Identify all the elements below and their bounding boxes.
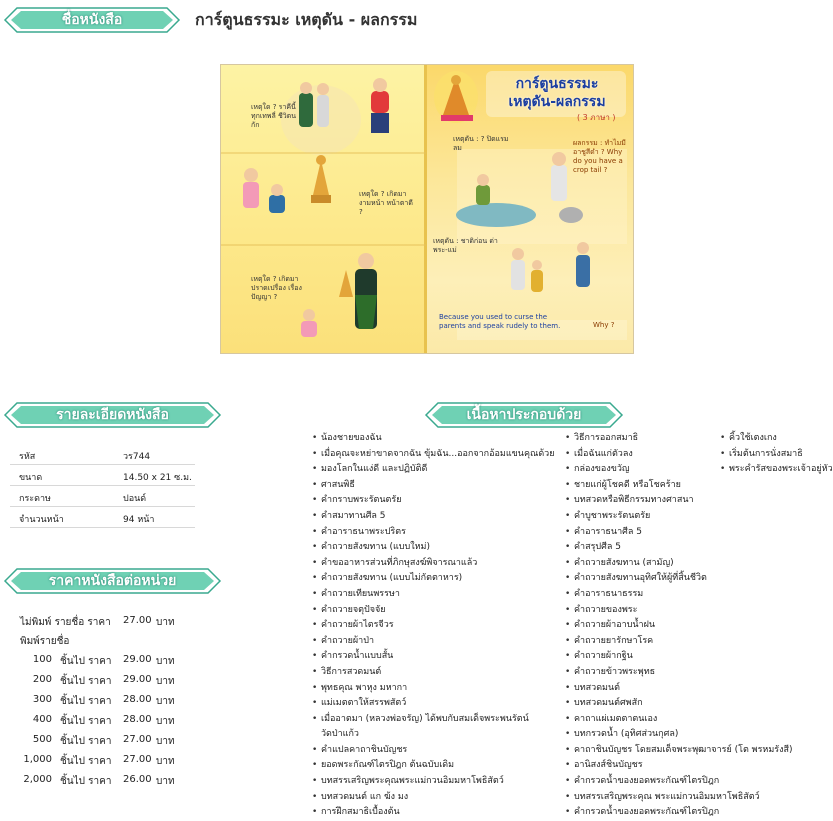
tier-qty: 500 — [32, 734, 52, 745]
contents-list-item: • แม่เมตตาให้สรรพสัตว์ — [312, 696, 555, 712]
price-tier-row — [20, 714, 220, 728]
contents-list-item: • เมื่อคุณจะหย่าขาดจากฉัน ขุ้มฉัน...ออกจากอ้อมแขนคุณด้วย — [312, 447, 555, 463]
contents-list-column-2 — [565, 431, 793, 821]
contents-list-item: • บทสรรเสริญพระคุณพระแม่กวนอิมมหาโพธิสัตว์ — [312, 774, 555, 790]
spec-value: 14.50 x 21 ซ.ม. — [123, 473, 192, 483]
price-tier-row — [20, 774, 220, 788]
tier-price: 29.00 — [123, 674, 152, 685]
tier-unit: ชิ้นไป ราคา — [60, 676, 112, 687]
pricing-badge — [3, 566, 222, 596]
contents-list-item: • บทสวดหรือพิธีกรรมทางศาสนา — [565, 493, 793, 509]
contents-list-item: • คำสรุปศีล 5 — [565, 540, 793, 556]
badge-label: เนื้อหาประกอบด้วย — [466, 407, 582, 423]
price-tier-row — [20, 654, 220, 668]
cover-front-question-3: เหตุดัน : ชาติก่อน ด่าพระ-แม่ — [433, 237, 498, 254]
contents-list-item: • คาถาแผ่เมตตาตนเอง — [565, 712, 793, 728]
price-baht: บาท — [156, 696, 175, 707]
tier-price: 29.00 — [123, 654, 152, 665]
spec-key: รหัส — [19, 452, 36, 462]
contents-list-item: • เมื่อฉันแก่ตัวลง — [565, 447, 793, 463]
spec-key: จำนวนหน้า — [19, 515, 64, 525]
contents-list-item: • คำถวายจตุปัจจัย — [312, 603, 555, 619]
spec-row — [10, 486, 195, 507]
spec-value: ปอนด์ — [123, 494, 147, 504]
tier-qty: 400 — [32, 714, 52, 725]
book-name-badge — [3, 5, 181, 35]
contents-list-item: • คำอาราธนาธรรม — [565, 587, 793, 603]
price-no-print-value: 27.00 — [123, 615, 152, 626]
contents-list-item: • วิธีการสวดมนต์ — [312, 665, 555, 681]
tier-price: 28.00 — [123, 694, 152, 705]
contents-list-item: • บทสวดมนต์ แก ฆ้ง มง — [312, 790, 555, 806]
tier-unit: ชิ้นไป ราคา — [60, 656, 112, 667]
tier-price: 26.00 — [123, 774, 152, 785]
tier-qty: 300 — [32, 694, 52, 705]
contents-list-item: • คำสมาทานศีล 5 — [312, 509, 555, 525]
badge-label: ราคาหนังสือต่อหน่วย — [48, 573, 177, 589]
tier-qty: 100 — [32, 654, 52, 665]
cover-subtitle: ( 3 ภาษา ) — [577, 113, 616, 122]
contents-badge — [424, 400, 624, 430]
contents-list-item: • คำถวายผ้าป่า — [312, 634, 555, 650]
badge-label: รายละเอียดหนังสือ — [56, 407, 169, 423]
tier-price: 27.00 — [123, 734, 152, 745]
price-baht: บาท — [156, 676, 175, 687]
contents-list-item: • มองโลกในแง่ดี และปฏิบัติดี — [312, 462, 555, 478]
contents-list-item: • บทสวดมนต์ — [565, 681, 793, 697]
page-title: การ์ตูนธรรมะ เหตุดัน - ผลกรรม — [195, 10, 418, 29]
tier-qty: 2,000 — [23, 774, 52, 785]
contents-list-item: • คำถวายผ้าอาบน้ำฝน — [565, 618, 793, 634]
book-cover-image — [220, 64, 634, 354]
contents-list-item: • พระคำรัสของพระเจ้าอยู่หัว — [720, 462, 833, 478]
contents-list-item: • คำขออาหารส่วนที่ภิกษุสงฆ์พิจารณาแล้ว — [312, 556, 555, 572]
contents-list-item: • ยอดพระกัณฑ์ไตรปิฎก ต้นฉบับเดิม — [312, 758, 555, 774]
contents-list-item: • คำอาราธนาศีล 5 — [565, 525, 793, 541]
cover-front-question-2: ผลกรรม : ทำไมมีอาชูสีดำ ? Why do you have a crop tail ? — [573, 139, 626, 174]
price-no-print-row — [20, 615, 220, 629]
contents-list-item: • คำกรวดน้ำแบบสั้น — [312, 649, 555, 665]
cover-title-line1: การ์ตูนธรรมะ — [515, 76, 599, 92]
cover-title-line2: เหตุดัน-ผลกรรม — [508, 94, 606, 110]
contents-list-item: • คำถวายยารักษาโรค — [565, 634, 793, 650]
details-badge — [3, 400, 222, 430]
contents-list-item: • การฝึกสมาธิเบื้องต้น — [312, 805, 555, 821]
tier-price: 28.00 — [123, 714, 152, 725]
tier-unit: ชิ้นไป ราคา — [60, 716, 112, 727]
price-tier-row — [20, 734, 220, 748]
price-baht: บาท — [156, 756, 175, 767]
cover-back-question-3: เหตุใด ? เกิดมาปราดเปรื่อง เรื่องปัญญา ? — [251, 275, 302, 301]
tier-price: 27.00 — [123, 754, 152, 765]
contents-list-item: • เริ่มต้นการนั่งสมาธิ — [720, 447, 833, 463]
price-print-label: พิมพ์รายชื่อ — [20, 636, 70, 647]
contents-list-item: • คำกรวดน้ำของยอดพระกัณฑ์ไตรปิฎก — [565, 805, 793, 821]
contents-list-item: • คำถวายผ้ากฐิน — [565, 649, 793, 665]
cover-back-question-1: เหตุใด ? ราคีนี้ทุกเทพลี่ ชีวิตนกัก — [251, 103, 297, 129]
contents-list-item: • ชายแก่ผู้โชคดี หรือโชคร้าย — [565, 478, 793, 494]
cover-english-caption: Because you used to curse the parents and speak rudely to them. — [439, 313, 561, 330]
contents-list-item: • บทสวดมนต์ศพสัก — [565, 696, 793, 712]
contents-list-item: • กล่องของขวัญ — [565, 462, 793, 478]
contents-list-item: • คำถวายสังฆทาน (สามัญ) — [565, 556, 793, 572]
tier-unit: ชิ้นไป ราคา — [60, 736, 112, 747]
contents-list-item: • คำถวายสังฆทาน (แบบใหม่) — [312, 540, 555, 556]
tier-unit: ชิ้นไป ราคา — [60, 696, 112, 707]
price-baht: บาท — [156, 617, 175, 628]
tier-qty: 200 — [32, 674, 52, 685]
spec-value: วร744 — [123, 452, 151, 462]
contents-list-item: • เมื่ออาตมา (หลวงพ่อจรัญ) ได้พบกับสมเด็จพระพนรัตน์ — [312, 712, 555, 728]
spec-value: 94 หน้า — [123, 515, 155, 525]
contents-list-item: • คิ้วใช้เตงเกง — [720, 431, 833, 447]
price-baht: บาท — [156, 716, 175, 727]
contents-list-item: • คำแปลคาถาชินบัญชร — [312, 743, 555, 759]
spec-key: กระดาษ — [19, 494, 51, 504]
contents-list-item: • ศาสนพิธี — [312, 478, 555, 494]
contents-list-item: • คำถวายสังฆทาน (แบบไม่กัตตาหาร) — [312, 571, 555, 587]
contents-list-item: • คำถวายข้าวพระพุทธ — [565, 665, 793, 681]
spec-row — [10, 444, 195, 465]
contents-list-item: วัดป่าแก้ว — [321, 729, 359, 740]
contents-list-item: • อานิสงส์ชินบัญชร — [565, 758, 793, 774]
cover-back-question-2: เหตุใด ? เกิดมางามหน้า หน้าตาดี ? — [359, 190, 413, 216]
tier-unit: ชิ้นไป ราคา — [60, 776, 112, 787]
cover-title — [487, 75, 627, 111]
contents-list-item: • น้องชายของฉัน — [312, 431, 555, 447]
contents-list-column-1 — [312, 431, 555, 821]
tier-unit: ชิ้นไป ราคา — [60, 756, 112, 767]
contents-list-item: • วิธีการออกสมาธิ — [565, 431, 793, 447]
contents-list-item: • คำกรวดน้ำของยอดพระกัณฑ์ไตรปิฎก — [565, 774, 793, 790]
price-baht: บาท — [156, 656, 175, 667]
price-tier-row — [20, 754, 220, 768]
badge-label: ชื่อหนังสือ — [61, 12, 123, 28]
contents-list-item: • คำถวายของพระ — [565, 603, 793, 619]
tier-qty: 1,000 — [23, 754, 52, 765]
contents-list-item: • คำถวายเทียนพรรษา — [312, 587, 555, 603]
price-tier-row — [20, 694, 220, 708]
contents-list-item: • คำอาราธนาพระปริตร — [312, 525, 555, 541]
contents-list-item: • คำถวายสังฆทานอุทิศให้ผู้ที่สิ้นชีวิต — [565, 571, 793, 587]
spec-key: ขนาด — [19, 473, 43, 483]
contents-list-item: • บทกรวดน้ำ (อุทิศส่วนกุศล) — [565, 727, 793, 743]
contents-list-item: • พุทธคุณ พาหุง มหากา — [312, 681, 555, 697]
contents-list-column-3 — [720, 431, 833, 478]
spec-row — [10, 465, 195, 486]
cover-front-question-1: เหตุดัน : ? ปิดแรมลม — [453, 135, 509, 152]
contents-list-item: • บทสรรเสริญพระคุณ พระแม่กวนอิมมหาโพธิสัตว์ — [565, 790, 793, 806]
price-no-print-label: ไม่พิมพ์ รายชื่อ ราคา — [20, 617, 111, 628]
cover-why-caption: Why ? — [593, 321, 615, 329]
price-baht: บาท — [156, 736, 175, 747]
contents-list-item: • คำถวายผ้าไตรจีวร — [312, 618, 555, 634]
price-tier-row — [20, 674, 220, 688]
contents-list-item: • คำบูชาพระรัตนตรัย — [565, 509, 793, 525]
spec-row — [10, 507, 195, 528]
price-baht: บาท — [156, 776, 175, 787]
contents-list-item: • คำกราบพระรัตนตรัย — [312, 493, 555, 509]
contents-list-item: • คาถาชินบัญชร โดยสมเด็จพระพุฒาจารย์ (โต พรหมรังสี) — [565, 743, 793, 759]
